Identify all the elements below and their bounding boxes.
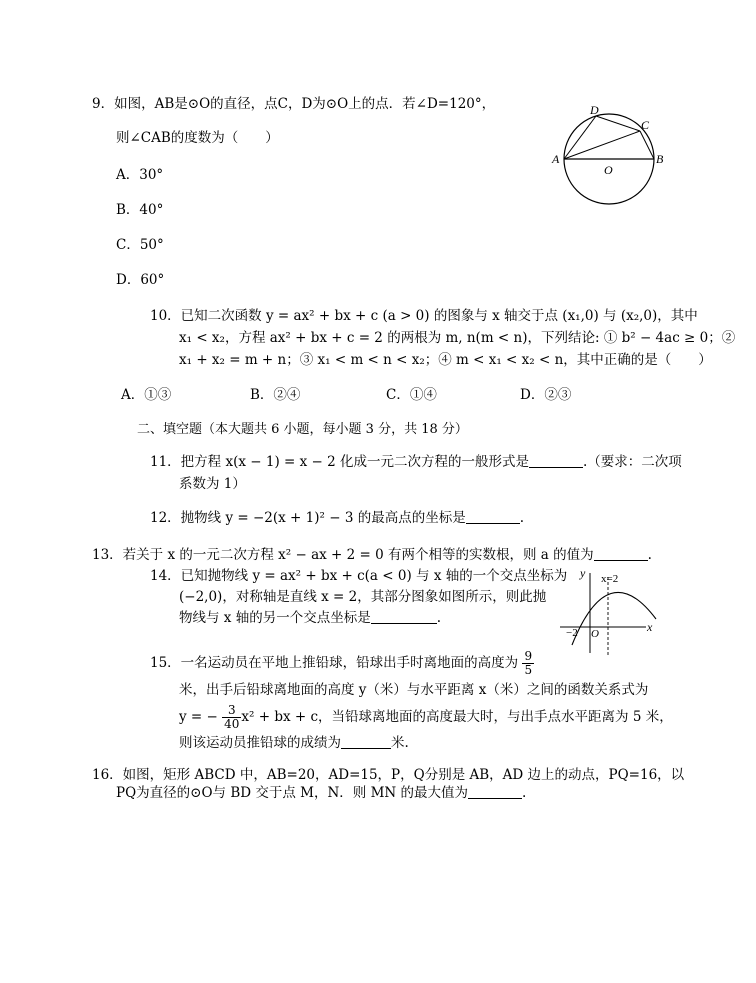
symmetry-label: x=2 xyxy=(601,573,619,585)
q14-end: . xyxy=(436,610,441,626)
q10-option-c: C．①④ xyxy=(386,387,437,403)
q15-line-1 xyxy=(150,650,534,677)
label-b: B xyxy=(656,152,664,166)
q16-answer-blank[interactable] xyxy=(468,784,522,799)
q11-text-end: .（要求：二次项 xyxy=(583,454,682,470)
q14-parabola-figure xyxy=(560,563,660,658)
q10-line-2: x₁ < x₂，方程 ax² + bx + c = 2 的两根为 m, n(m < n)，下列结论: ① b² − 4ac ≥ 0；② xyxy=(179,330,736,346)
q15-line-4 xyxy=(179,733,409,753)
q10-line-1: 10．已知二次函数 y = ax² + bx + c (a > 0) 的图象与 x 轴交于点 (x₁,0) 与 (x₂,0)，其中 xyxy=(150,308,698,324)
chord-dc xyxy=(596,116,640,131)
q15-answer-blank[interactable] xyxy=(341,734,391,749)
q15-text-1: 15．一名运动员在平地上推铅球，铅球出手时离地面的高度为 xyxy=(150,655,519,671)
q14-line-1: 14．已知抛物线 y = ax² + bx + c(a < 0) 与 x 轴的一个交点坐标为 xyxy=(150,568,568,584)
q10-option-a: A．①③ xyxy=(121,387,172,403)
q15-text-4: 则该运动员推铅球的成绩为 xyxy=(179,735,341,751)
q16-line-1: 16．如图，矩形 ABCD 中，AB=20，AD=15，P，Q分别是 AB，AD 边上的动点，PQ=16，以 xyxy=(92,767,685,783)
label-o: O xyxy=(604,163,613,177)
q16-line-2 xyxy=(116,783,526,803)
q15-fraction-2 xyxy=(222,704,241,731)
q9-option-c: C．50° xyxy=(116,237,164,253)
q12-text: 12．抛物线 y = −2(x + 1)² − 3 的最高点的坐标是 xyxy=(150,510,466,526)
q10-option-d: D．②③ xyxy=(520,387,572,403)
chord-ac xyxy=(564,131,640,159)
parabola-curve xyxy=(572,592,656,645)
q14-line-2: (−2,0)，对称轴是直线 x = 2，其部分图象如图所示，则此抛 xyxy=(179,589,547,605)
q15-frac2-den: 40 xyxy=(224,717,240,731)
q15-text-3a: y = − xyxy=(179,709,218,725)
origin-label: O xyxy=(591,628,599,640)
q10-option-b: B．②④ xyxy=(250,387,301,403)
q11-line-1 xyxy=(150,452,682,472)
q15-fraction xyxy=(522,650,534,677)
q14-text-3: 物线与 x 轴的另一个交点坐标是 xyxy=(179,610,371,626)
q13-line xyxy=(92,545,652,565)
label-d: D xyxy=(590,105,599,117)
q15-frac-den: 5 xyxy=(524,663,533,677)
q14-answer-blank[interactable] xyxy=(371,609,437,624)
q9-circle-figure xyxy=(548,105,666,210)
q11-answer-blank[interactable] xyxy=(529,453,583,468)
q12-answer-blank[interactable] xyxy=(466,509,520,524)
q15-frac2-num: 3 xyxy=(222,704,241,718)
q15-frac-num: 9 xyxy=(524,649,533,663)
label-a: A xyxy=(552,152,560,166)
q16-end: . xyxy=(522,785,527,801)
q15-line-2: 米，出手后铅球离地面的高度 y（米）与水平距离 x（米）之间的函数关系式为 xyxy=(179,682,649,698)
q13-answer-blank[interactable] xyxy=(594,546,648,561)
q13-end: . xyxy=(647,547,652,563)
q9-stem: 9．如图，AB是⊙O的直径，点C，D为⊙O上的点．若∠D=120°， xyxy=(92,96,496,112)
neg-two-label: −2 xyxy=(566,627,578,639)
q12-line xyxy=(150,508,524,528)
label-c: C xyxy=(641,118,650,132)
q13-text: 13．若关于 x 的一元二次方程 x² − ax + 2 = 0 有两个相等的实数根，则 a 的值为 xyxy=(92,547,594,563)
q16-text-2: PQ为直径的⊙O与 BD 交于点 M，N．则 MN 的最大值为 xyxy=(116,785,469,801)
section-heading: 二、填空题（本大题共 6 小题，每小题 3 分，共 18 分） xyxy=(137,422,468,437)
q15-text-3b: x² + bx + c，当铅球离地面的高度最大时，与出手点水平距离为 5 米， xyxy=(241,709,673,725)
q11-line-2: 系数为 1） xyxy=(179,476,246,492)
q15-end: 米. xyxy=(391,735,409,751)
q10-line-3: x₁ + x₂ = m + n；③ x₁ < m < n < x₂；④ m < x₁ < x₂ < n，其中正确的是（ ） xyxy=(179,352,712,368)
q12-end: . xyxy=(519,510,525,526)
q11-text: 11．把方程 x(x − 1) = x − 2 化成一元二次方程的一般形式是 xyxy=(150,454,529,470)
q9-option-b: B．40° xyxy=(116,202,164,218)
q14-line-3 xyxy=(179,608,441,628)
q9-option-d: D．60° xyxy=(116,272,165,288)
x-axis-label: x xyxy=(647,620,653,634)
y-axis-label: y xyxy=(580,566,586,580)
q15-line-3 xyxy=(179,704,673,731)
q9-stem-2: 则∠CAB的度数为（ ） xyxy=(116,130,279,146)
q9-option-a: A．30° xyxy=(116,167,164,183)
